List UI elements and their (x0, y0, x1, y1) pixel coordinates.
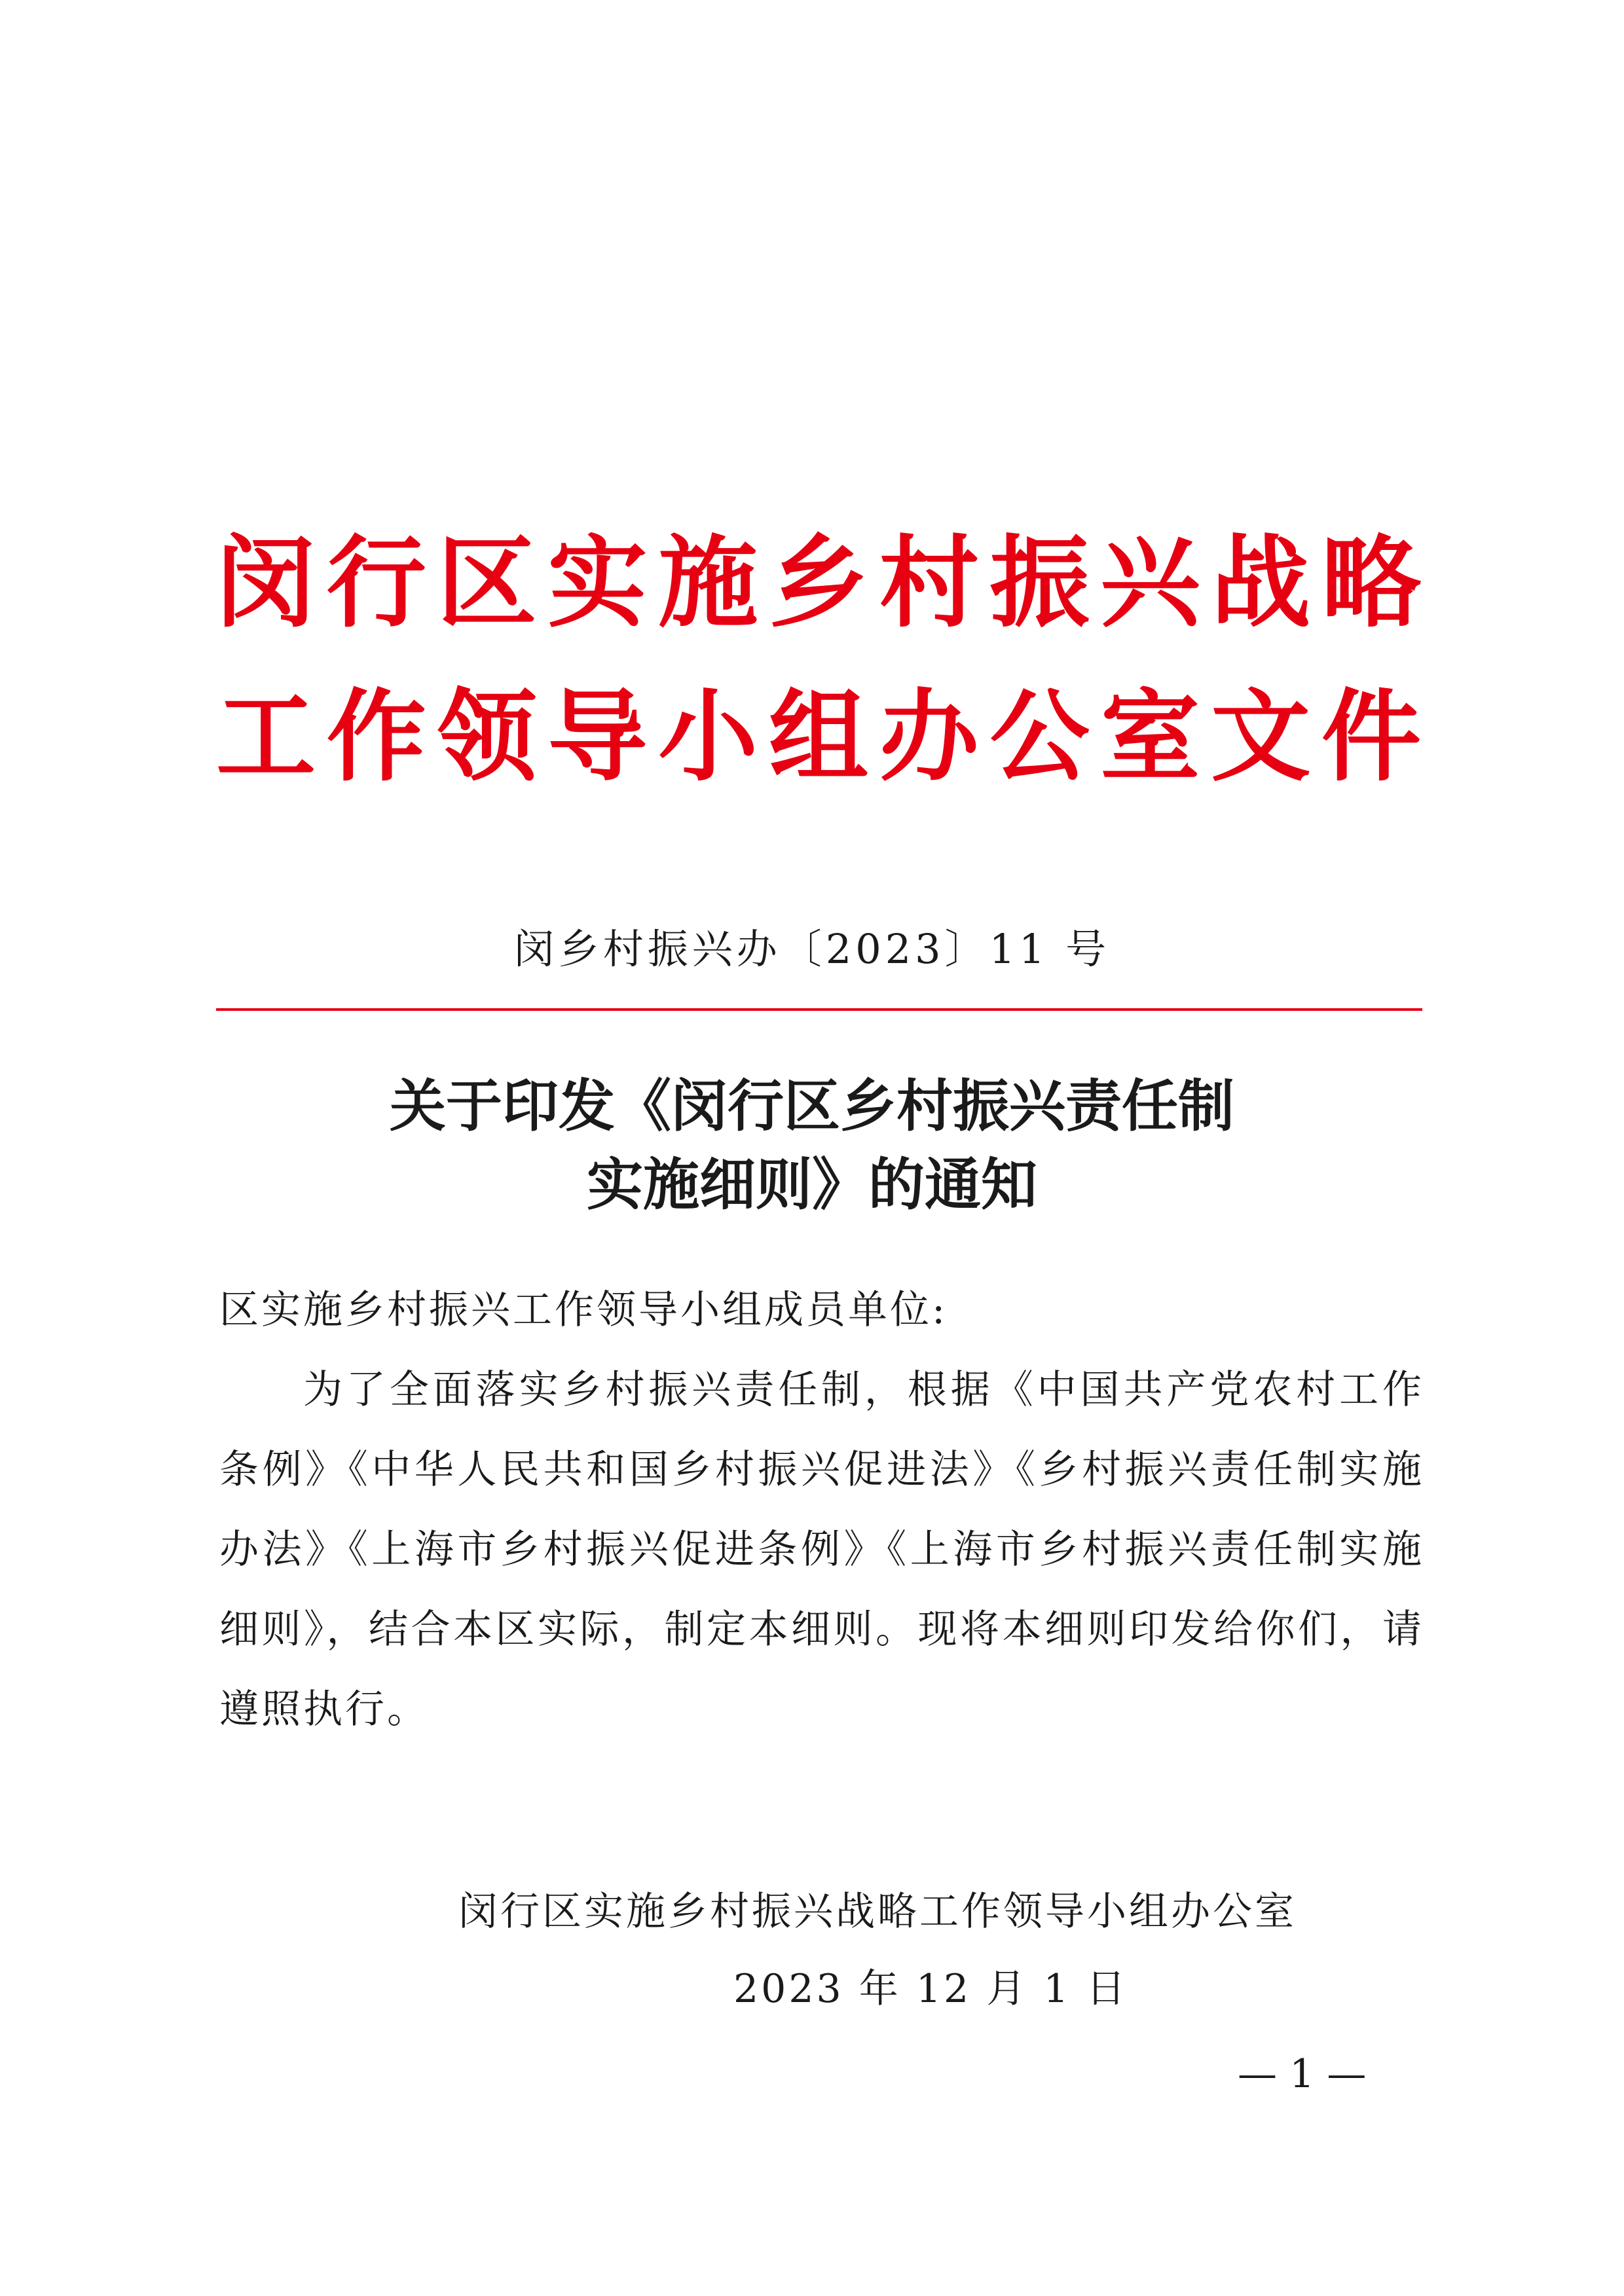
document-number: 闵乡村振兴办〔2023〕11 号 (513, 925, 1111, 973)
signature-organization: 闵行区实施乡村振兴战略工作领导小组办公室 (458, 1889, 1297, 1935)
notice-title-line-1: 关于印发《闵行区乡村振兴责任制 (390, 1074, 1234, 1139)
page-number: — 1 — (1238, 2051, 1367, 2097)
notice-title-line-2: 实施细则》的通知 (587, 1152, 1037, 1218)
signature-date: 2023 年 12 月 1 日 (733, 1966, 1128, 2012)
salutation: 区实施乡村振兴工作领导小组成员单位: (219, 1287, 948, 1333)
header-title-line-2: 工作领导小组办公室文件 (216, 678, 1421, 795)
body-paragraph: 为了全面落实乡村振兴责任制，根据《中国共产党农村工作条例》《中华人民共和国乡村振兴促进法》《乡村振兴责任制实施办法》《上海市乡村振兴促进条例》《上海市乡村振兴责任制实施细则》，结合本区实际，制定本细则。现将本细则印发给你们，请遵照执行。 (219, 1367, 1424, 1732)
red-divider (216, 1008, 1422, 1011)
header-title-line-1: 闵行区实施乡村振兴战略 (216, 524, 1421, 641)
